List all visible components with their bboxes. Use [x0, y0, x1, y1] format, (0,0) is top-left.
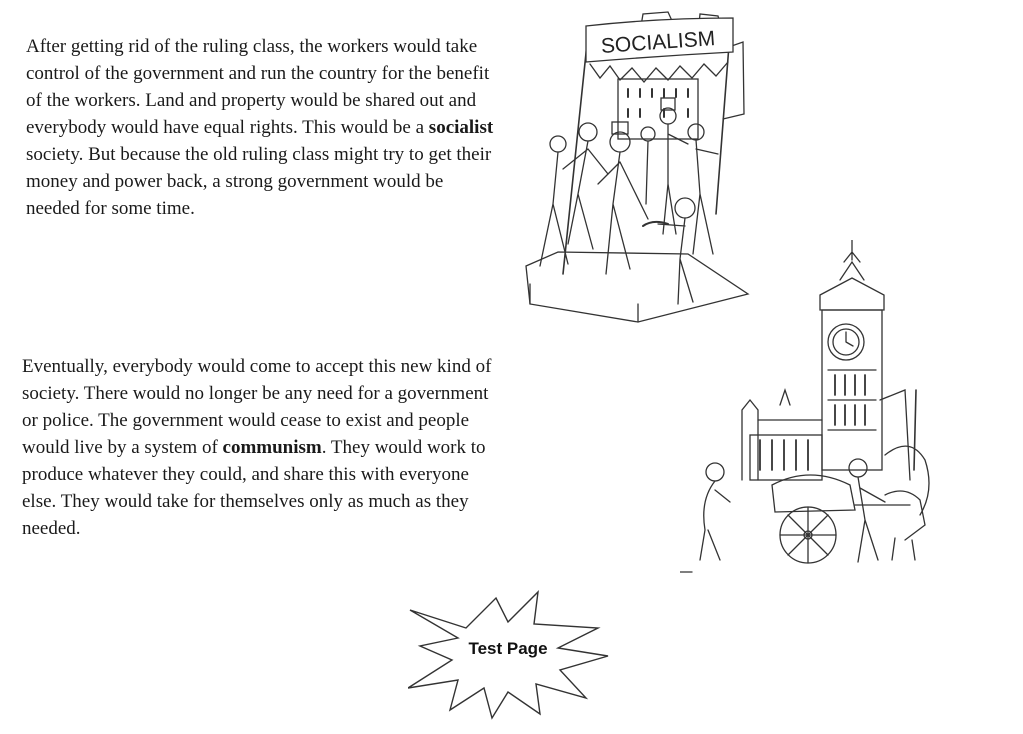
paragraph-communism-text-start: Eventually, everybody would come to accept this new kind of society. There would no longer be any need for a government or police. The government would cease to exist and people would live by a system of — [22, 356, 492, 458]
paragraph-communism — [22, 353, 492, 542]
test-page-label: Test Page — [468, 639, 548, 658]
paragraph-socialism-text-end: society. But because the old ruling class might try to get their money and power back, a strong government would be needed for some time. — [26, 144, 492, 219]
big-ben-cart-illustration — [680, 240, 940, 575]
paragraph-communism-text-end: . They would work to produce whatever they could, and share this with everyone else. They would take for themselves only as much as they needed. — [22, 437, 486, 539]
paragraph-socialism-text-start: After getting rid of the ruling class, the workers would take control of the government and run the country for the benefit of the workers. Land and property would be shared out and everybody would have equal rights. This would be a — [26, 36, 490, 138]
paragraph-socialism — [26, 33, 496, 222]
socialism-banner-text: SOCIALISM — [600, 27, 716, 58]
term-communism: communism — [222, 437, 322, 458]
term-socialist: socialist — [428, 117, 494, 138]
test-page-starburst-badge — [408, 588, 612, 722]
